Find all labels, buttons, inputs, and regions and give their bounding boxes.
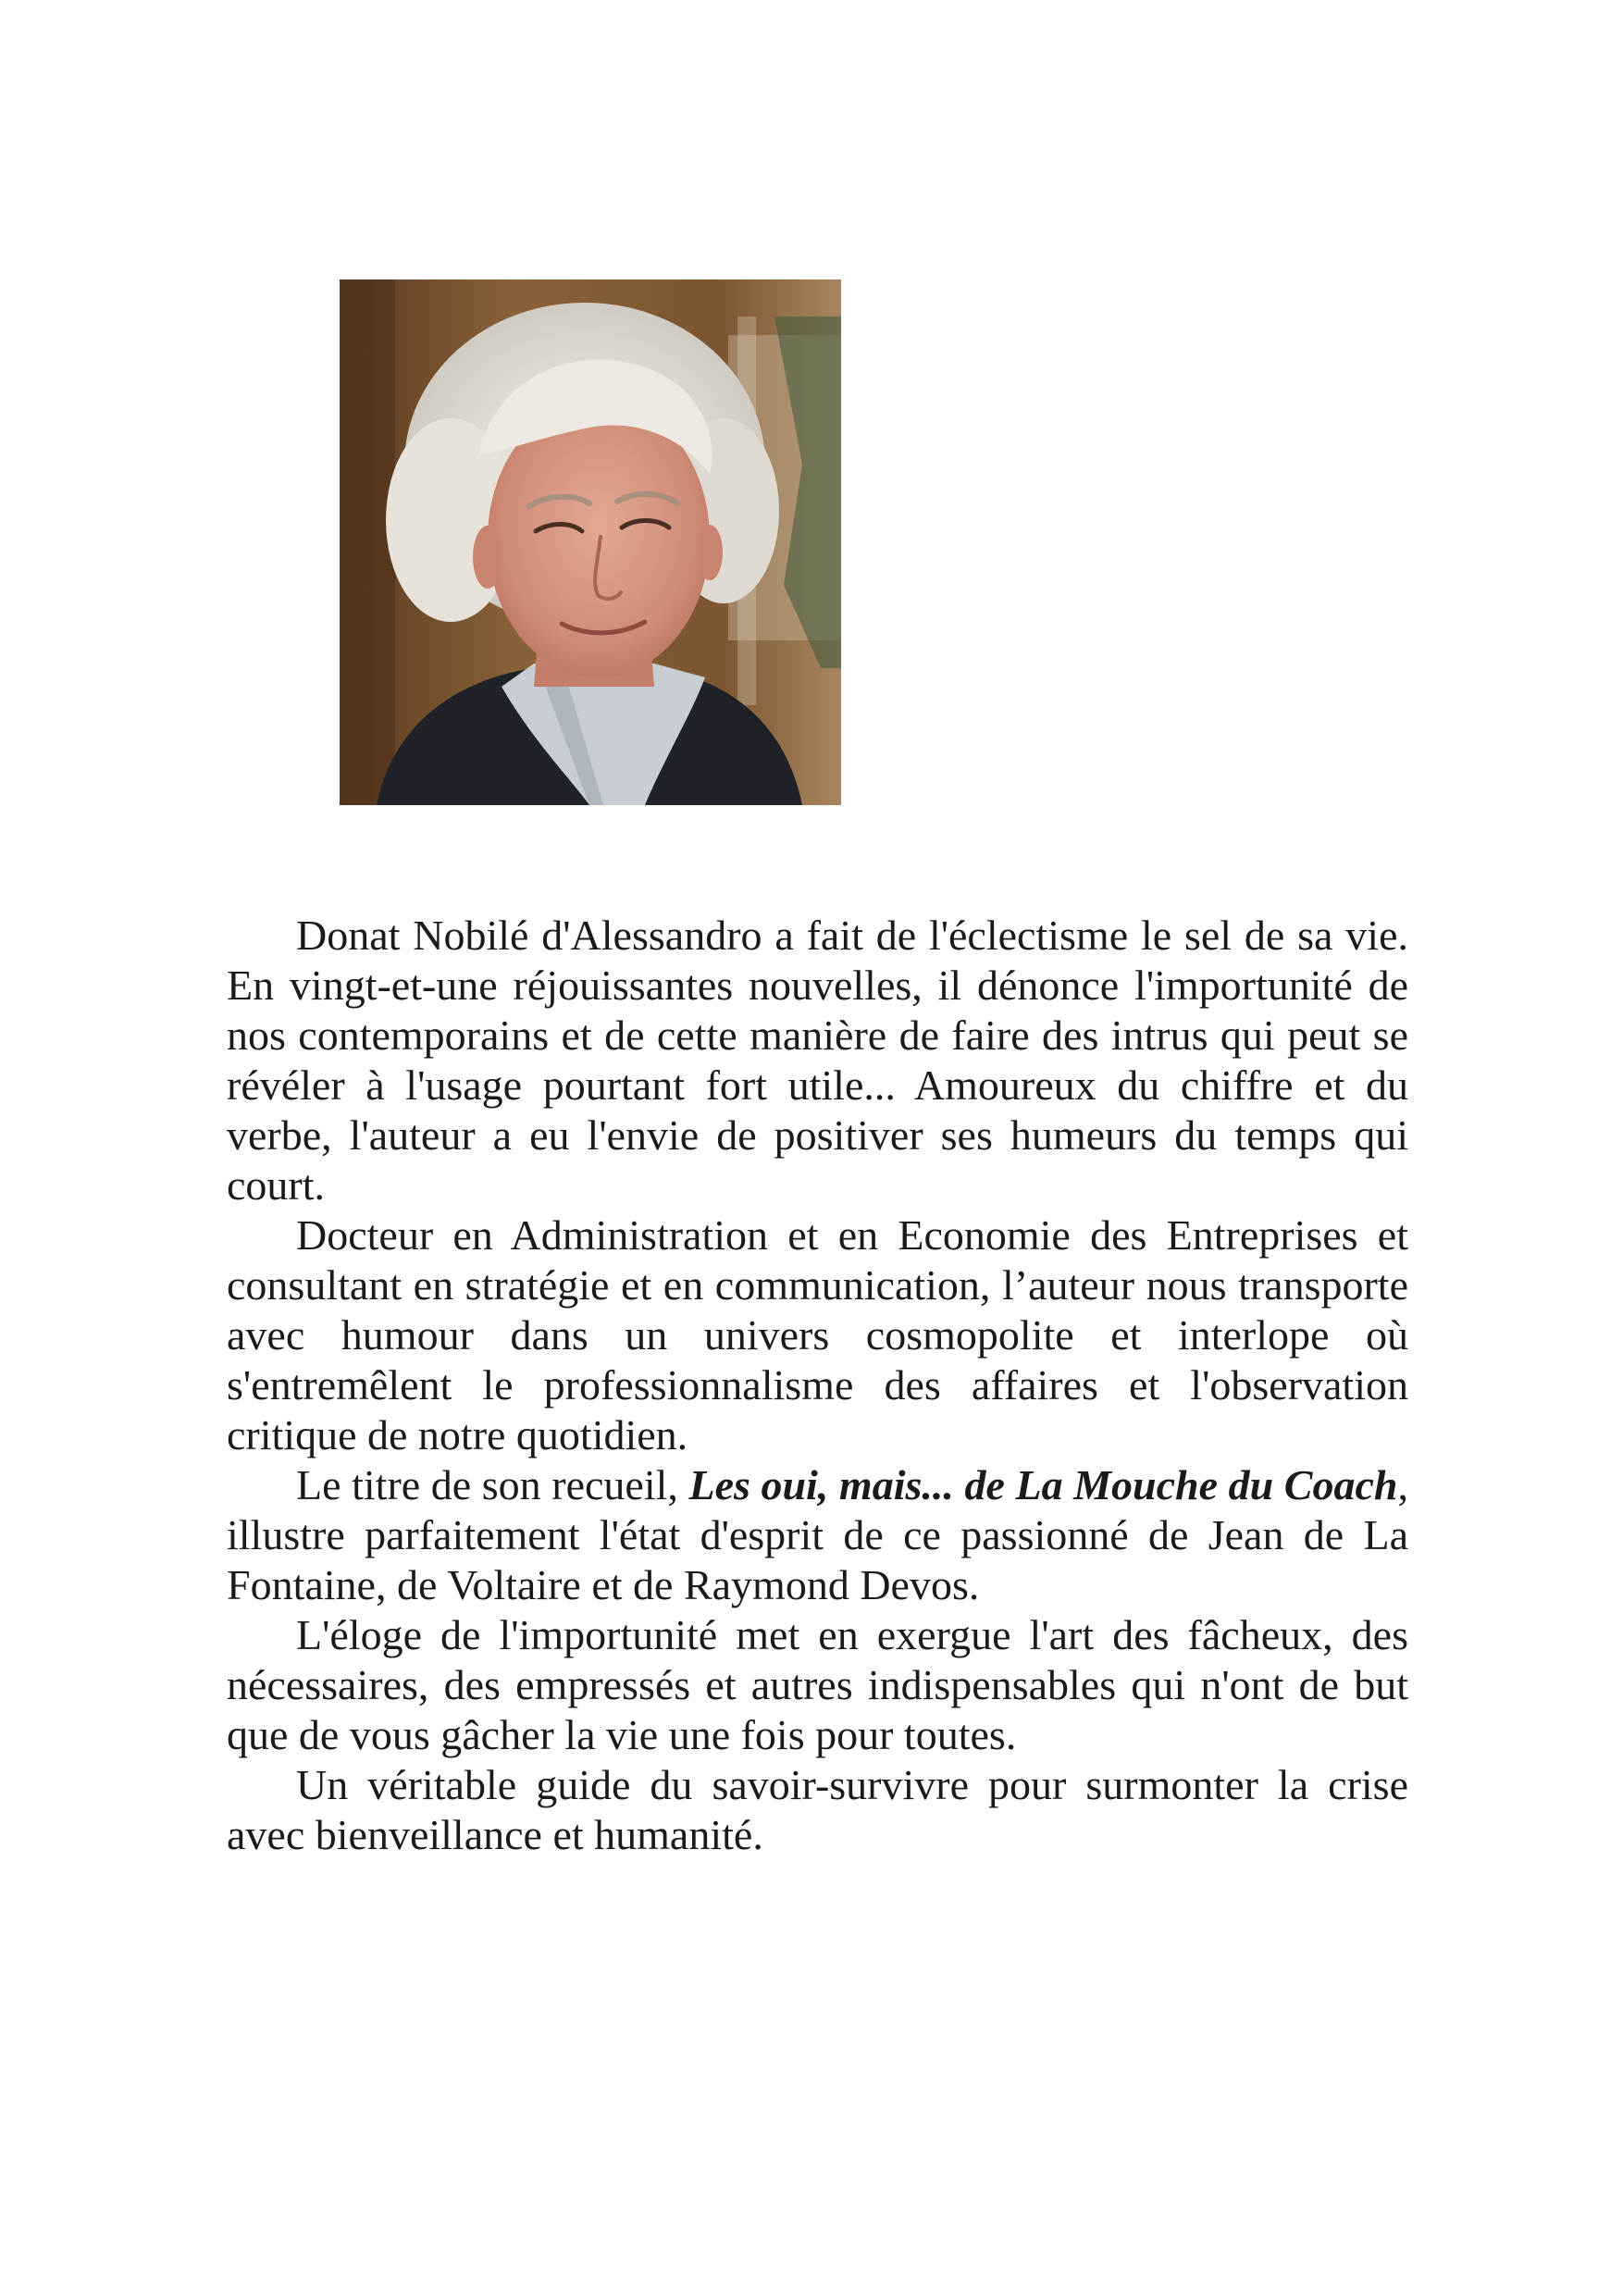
book-title: Les oui, mais... de La Mouche du Coach xyxy=(688,1461,1398,1508)
blurb-paragraph: L'éloge de l'importunité met en exergue l'art des fâcheux, des nécessaires, des empressés et autres indispensables qui n'ont de but que de vous gâcher la vie une fois pour toutes. xyxy=(227,1611,1408,1758)
blurb-paragraph: Un véritable guide du savoir-survivre pour surmonter la crise avec bienveillance et humanité. xyxy=(227,1761,1408,1858)
author-photo xyxy=(340,279,841,805)
paragraph-text: Le titre de son recueil, xyxy=(296,1461,689,1508)
author-biography xyxy=(227,911,1408,1860)
blurb-paragraph xyxy=(227,1460,1408,1610)
author-portrait-icon xyxy=(340,279,841,805)
blurb-paragraph: Donat Nobilé d'Alessandro a fait de l'éclectisme le sel de sa vie. En vingt-et-une réjouissantes nouvelles, il dénonce l'importunité de nos contemporains et de cette manière de faire des intrus qui peut se révéler à l'usage pourtant fort utile... Amoureux du chiffre et du verbe, l'auteur a eu l'envie de positiver ses humeurs du temps qui court. xyxy=(227,912,1408,1209)
blurb-paragraph: Docteur en Administration et en Economie des Entreprises et consultant en stratégie et en communication, l’auteur nous transporte avec humour dans un univers cosmopolite et interlope où s'entremêlent le professionnalisme des affaires et l'observation critique de notre quotidien. xyxy=(227,1211,1408,1458)
paragraph-text: , illustre parfaitement l'état d'esprit de ce passionné de Jean de La Fontaine, de Voltaire et de Raymond Devos. xyxy=(227,1461,1408,1608)
